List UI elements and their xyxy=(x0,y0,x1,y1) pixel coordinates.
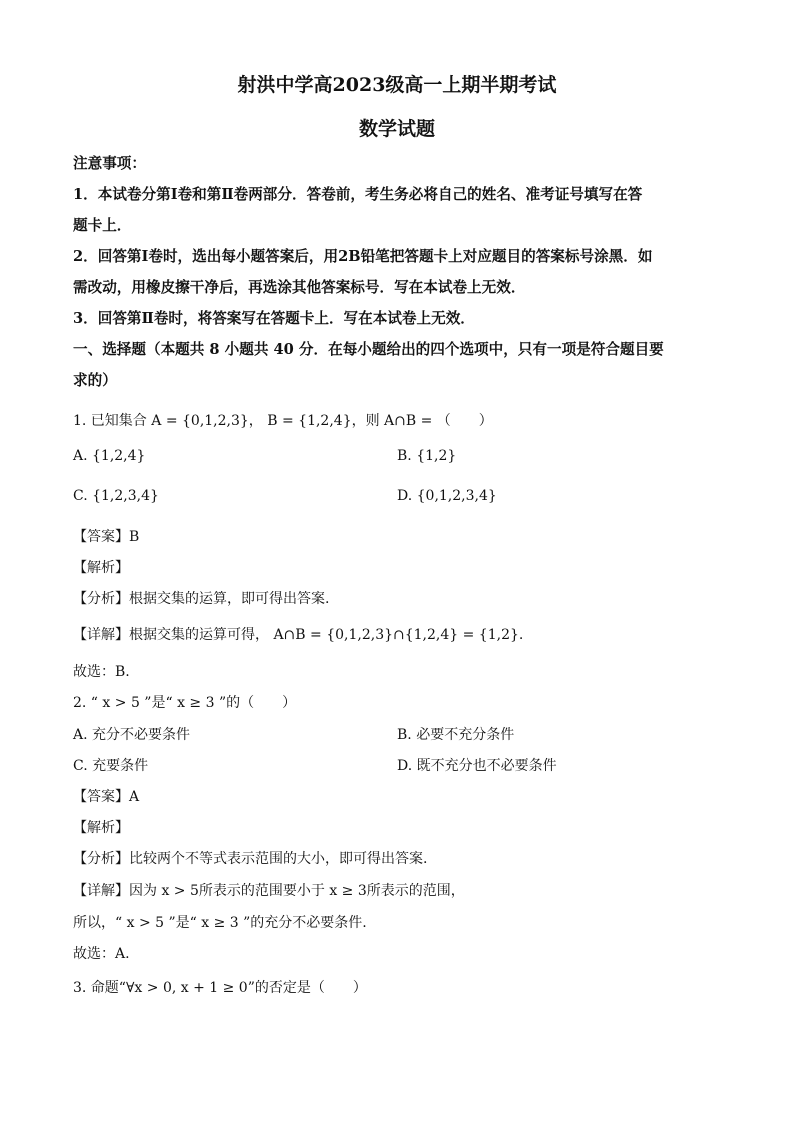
q2-fenxi: 【分析】比较两个不等式表示范围的大小，即可得出答案. xyxy=(73,851,428,867)
q2-option-b: B. 必要不充分条件 xyxy=(397,727,515,743)
q1-answer: 【答案】B xyxy=(73,529,140,545)
section-heading-a: 一、选择题（本题共 8 小题共 40 分．在每小题给出的四个选项中，只有一项是符合题目要 xyxy=(73,341,664,358)
page-subtitle: 数学试题 xyxy=(358,118,435,140)
note-1-line-b: 题卡上． xyxy=(73,217,132,234)
note-2-line-a: 2．回答第Ⅰ卷时，选出每小题答案后，用2B铅笔把答题卡上对应题目的答案标号涂黑．如 xyxy=(73,248,653,265)
page-title: 射洪中学高2023级高一上期半期考试 xyxy=(237,74,557,96)
note-3: 3．回答第Ⅱ卷时，将答案写在答题卡上．写在本试卷上无效． xyxy=(73,310,475,327)
q2-answer: 【答案】A xyxy=(73,789,140,805)
q2-choose: 故选：A. xyxy=(73,946,130,962)
q2-stem: 2. “ x > 5 ”是“ x ≥ 3 ”的（ ） xyxy=(73,695,297,711)
note-1-line-a: 1．本试卷分第Ⅰ卷和第Ⅱ卷两部分．答卷前，考生务必将自己的姓名、准考证号填写在答 xyxy=(73,186,643,203)
q1-option-c: C. {1,2,3,4} xyxy=(73,488,159,504)
q1-stem: 1. 已知集合 A = {0,1,2,3}， B = {1,2,4}，则 A∩B = （ ） xyxy=(73,413,493,429)
q1-analysis-label: 【解析】 xyxy=(73,560,129,576)
q2-detail: 【详解】因为 x > 5所表示的范围要小于 x ≥ 3所表示的范围， xyxy=(73,883,465,899)
q2-option-d: D. 既不充分也不必要条件 xyxy=(397,758,557,774)
q2-detail-2: 所以，“ x > 5 ”是“ x ≥ 3 ”的充分不必要条件. xyxy=(73,915,367,931)
q1-detail: 【详解】根据交集的运算可得， A∩B = {0,1,2,3}∩{1,2,4} = {1,2}. xyxy=(73,627,524,643)
q2-option-a: A. 充分不必要条件 xyxy=(73,727,191,743)
q1-fenxi: 【分析】根据交集的运算，即可得出答案. xyxy=(73,591,330,607)
q1-option-d: D. {0,1,2,3,4} xyxy=(397,488,497,504)
notes-heading: 注意事项： xyxy=(73,155,146,172)
q2-analysis-label: 【解析】 xyxy=(73,820,129,836)
q3-stem: 3. 命题“∀x > 0, x + 1 ≥ 0”的否定是（ ） xyxy=(73,980,367,996)
q1-option-a: A. {1,2,4} xyxy=(73,448,146,464)
section-heading-b: 求的） xyxy=(73,372,117,389)
q1-option-b: B. {1,2} xyxy=(397,448,457,464)
note-2-line-b: 需改动，用橡皮擦干净后，再选涂其他答案标号．写在本试卷上无效． xyxy=(73,279,526,296)
q1-choose: 故选：B. xyxy=(73,664,130,680)
q2-option-c: C. 充要条件 xyxy=(73,758,149,774)
